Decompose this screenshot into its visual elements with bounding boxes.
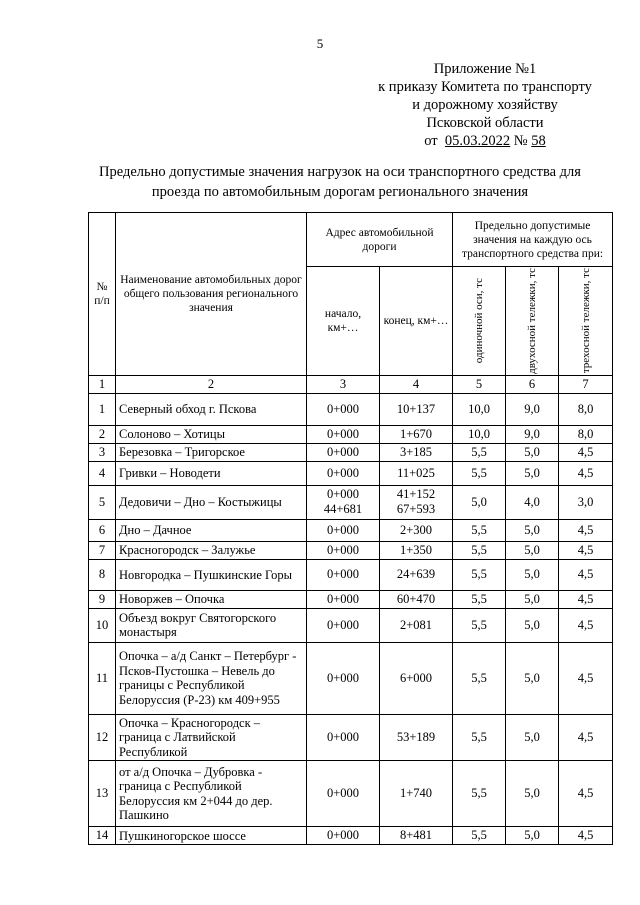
table-row xyxy=(89,425,613,443)
end-km-value: 41+152 xyxy=(396,487,436,502)
road-name: Красногородск – Залужье xyxy=(116,541,307,559)
end-km: 11+025 xyxy=(380,461,453,485)
single-axle-value: 5,5 xyxy=(453,541,506,559)
start-km: 0+000 xyxy=(307,461,380,485)
start-km: 0+000 xyxy=(307,827,380,845)
start-km-value: 44+681 xyxy=(323,502,363,517)
table-row xyxy=(89,608,613,642)
order-date: 05.03.2022 xyxy=(444,133,511,149)
double-axle-value: 5,0 xyxy=(506,559,559,590)
appendix-title: Приложение №1 xyxy=(433,61,537,77)
triple-axle-value: 8,0 xyxy=(559,393,613,425)
number-prefix: № xyxy=(513,133,528,149)
triple-axle-value: 3,0 xyxy=(559,485,613,519)
row-number: 1 xyxy=(89,393,116,425)
triple-axle-value: 4,5 xyxy=(559,461,613,485)
table-row xyxy=(89,541,613,559)
document-title xyxy=(60,162,620,202)
document-title-line1: Предельно допустимые значения нагрузок на оси транспортного средства для xyxy=(99,164,581,180)
page-number: 5 xyxy=(316,36,324,51)
road-name: Северный обход г. Пскова xyxy=(116,393,307,425)
double-axle-value: 5,0 xyxy=(506,642,559,714)
double-axle-value: 5,0 xyxy=(506,714,559,761)
header-triple-axle xyxy=(559,267,613,376)
header-road-name: Наименование автомобильных дорог общего пользования регионального значения xyxy=(116,213,307,376)
end-km: 10+137 xyxy=(380,393,453,425)
column-index-row xyxy=(89,375,613,393)
appendix-date-line xyxy=(370,132,600,150)
start-km: 0+000 xyxy=(307,541,380,559)
double-axle-value: 5,0 xyxy=(506,608,559,642)
triple-axle-value: 4,5 xyxy=(559,642,613,714)
single-axle-value: 5,5 xyxy=(453,443,506,461)
table-row xyxy=(89,559,613,590)
table-row xyxy=(89,393,613,425)
start-km: 0+000 xyxy=(307,642,380,714)
triple-axle-value: 4,5 xyxy=(559,608,613,642)
header-start: начало, км+… xyxy=(307,267,380,376)
road-name: Гривки – Новодети xyxy=(116,461,307,485)
start-km xyxy=(307,485,380,519)
row-number: 14 xyxy=(89,827,116,845)
road-name: от а/д Опочка – Дубровка - граница с Республикой Белоруссия км 2+044 до дер. Пашкино xyxy=(116,761,307,827)
double-axle-value: 5,0 xyxy=(506,443,559,461)
start-km: 0+000 xyxy=(307,393,380,425)
table-row xyxy=(89,590,613,608)
triple-axle-value: 4,5 xyxy=(559,714,613,761)
end-km: 1+350 xyxy=(380,541,453,559)
end-km: 53+189 xyxy=(380,714,453,761)
row-number: 6 xyxy=(89,519,116,541)
table-row xyxy=(89,443,613,461)
appendix-line-committee: и дорожному хозяйству xyxy=(412,97,558,113)
road-name: Солоново – Хотицы xyxy=(116,425,307,443)
row-number: 7 xyxy=(89,541,116,559)
start-km: 0+000 xyxy=(307,714,380,761)
start-km: 0+000 xyxy=(307,425,380,443)
end-km: 1+740 xyxy=(380,761,453,827)
column-index: 4 xyxy=(380,375,453,393)
triple-axle-value: 4,5 xyxy=(559,519,613,541)
end-km: 6+000 xyxy=(380,642,453,714)
header-double-axle xyxy=(506,267,559,376)
axle-load-table xyxy=(88,212,613,845)
table-row xyxy=(89,714,613,761)
end-km xyxy=(380,485,453,519)
end-km: 60+470 xyxy=(380,590,453,608)
road-name: Пушкиногорское шоссе xyxy=(116,827,307,845)
table-row xyxy=(89,461,613,485)
end-km: 8+481 xyxy=(380,827,453,845)
end-km: 3+185 xyxy=(380,443,453,461)
row-number: 8 xyxy=(89,559,116,590)
triple-axle-value: 8,0 xyxy=(559,425,613,443)
row-number: 11 xyxy=(89,642,116,714)
road-name: Березовка – Тригорское xyxy=(116,443,307,461)
date-prefix: от xyxy=(424,133,438,149)
column-index: 3 xyxy=(307,375,380,393)
column-index: 1 xyxy=(89,375,116,393)
single-axle-value: 5,5 xyxy=(453,559,506,590)
header-end: конец, км+… xyxy=(380,267,453,376)
road-name: Новоржев – Опочка xyxy=(116,590,307,608)
row-number: 9 xyxy=(89,590,116,608)
order-number: 58 xyxy=(531,133,546,149)
road-name: Объезд вокруг Святогорского монастыря xyxy=(116,608,307,642)
double-axle-value: 9,0 xyxy=(506,425,559,443)
row-number: 2 xyxy=(89,425,116,443)
single-axle-value: 5,5 xyxy=(453,590,506,608)
triple-axle-value: 4,5 xyxy=(559,559,613,590)
column-index: 7 xyxy=(559,375,613,393)
column-index: 5 xyxy=(453,375,506,393)
header-double-axle-label: двухосной тележки, тс xyxy=(526,268,539,374)
double-axle-value: 5,0 xyxy=(506,541,559,559)
end-km: 2+300 xyxy=(380,519,453,541)
double-axle-value: 5,0 xyxy=(506,761,559,827)
row-number: 10 xyxy=(89,608,116,642)
header-single-axle xyxy=(453,267,506,376)
start-km: 0+000 xyxy=(307,559,380,590)
start-km: 0+000 xyxy=(307,608,380,642)
table-row xyxy=(89,761,613,827)
double-axle-value: 5,0 xyxy=(506,461,559,485)
double-axle-value: 5,0 xyxy=(506,827,559,845)
header-num: № п/п xyxy=(89,213,116,376)
column-index: 6 xyxy=(506,375,559,393)
start-km: 0+000 xyxy=(307,443,380,461)
triple-axle-value: 4,5 xyxy=(559,761,613,827)
table-row xyxy=(89,827,613,845)
start-km: 0+000 xyxy=(307,519,380,541)
triple-axle-value: 4,5 xyxy=(559,443,613,461)
end-km: 1+670 xyxy=(380,425,453,443)
end-km: 2+081 xyxy=(380,608,453,642)
row-number: 13 xyxy=(89,761,116,827)
start-km: 0+000 xyxy=(307,761,380,827)
road-name: Новгородка – Пушкинские Горы xyxy=(116,559,307,590)
table-row xyxy=(89,485,613,519)
triple-axle-value: 4,5 xyxy=(559,541,613,559)
table-row xyxy=(89,642,613,714)
single-axle-value: 5,5 xyxy=(453,642,506,714)
single-axle-value: 5,5 xyxy=(453,827,506,845)
road-name: Дно – Дачное xyxy=(116,519,307,541)
column-index: 2 xyxy=(116,375,307,393)
header-single-axle-label: одиночной оси, тс xyxy=(473,278,486,364)
end-km-value: 67+593 xyxy=(396,502,436,517)
triple-axle-value: 4,5 xyxy=(559,590,613,608)
document-title-line2: проезда по автомобильным дорогам регионального значения xyxy=(151,184,529,200)
single-axle-value: 10,0 xyxy=(453,393,506,425)
triple-axle-value: 4,5 xyxy=(559,827,613,845)
header-triple-axle-label: трехосной тележки, тс xyxy=(579,268,592,374)
single-axle-value: 5,5 xyxy=(453,608,506,642)
end-km: 24+639 xyxy=(380,559,453,590)
appendix-line-region: Псковской области xyxy=(426,115,544,131)
double-axle-value: 4,0 xyxy=(506,485,559,519)
single-axle-value: 5,5 xyxy=(453,519,506,541)
row-number: 5 xyxy=(89,485,116,519)
single-axle-value: 5,5 xyxy=(453,761,506,827)
appendix-line-order: к приказу Комитета по транспорту xyxy=(378,79,592,95)
road-name: Дедовичи – Дно – Костыжицы xyxy=(116,485,307,519)
start-km: 0+000 xyxy=(307,590,380,608)
single-axle-value: 5,5 xyxy=(453,714,506,761)
road-name: Опочка – Красногородск – граница с Латвийской Республикой xyxy=(116,714,307,761)
row-number: 4 xyxy=(89,461,116,485)
single-axle-value: 5,5 xyxy=(453,461,506,485)
appendix-block xyxy=(370,60,600,150)
double-axle-value: 5,0 xyxy=(506,590,559,608)
start-km-value: 0+000 xyxy=(326,487,360,502)
double-axle-value: 9,0 xyxy=(506,393,559,425)
single-axle-value: 10,0 xyxy=(453,425,506,443)
row-number: 12 xyxy=(89,714,116,761)
header-address: Адрес автомобильной дороги xyxy=(307,213,453,267)
table-row xyxy=(89,519,613,541)
double-axle-value: 5,0 xyxy=(506,519,559,541)
row-number: 3 xyxy=(89,443,116,461)
road-name: Опочка – а/д Санкт – Петербург - Псков-Пустошка – Невель до границы с Республикой Белоруссия (Р-23) км 409+955 xyxy=(116,642,307,714)
header-limits: Предельно допустимые значения на каждую ось транспортного средства при: xyxy=(453,213,613,267)
single-axle-value: 5,0 xyxy=(453,485,506,519)
